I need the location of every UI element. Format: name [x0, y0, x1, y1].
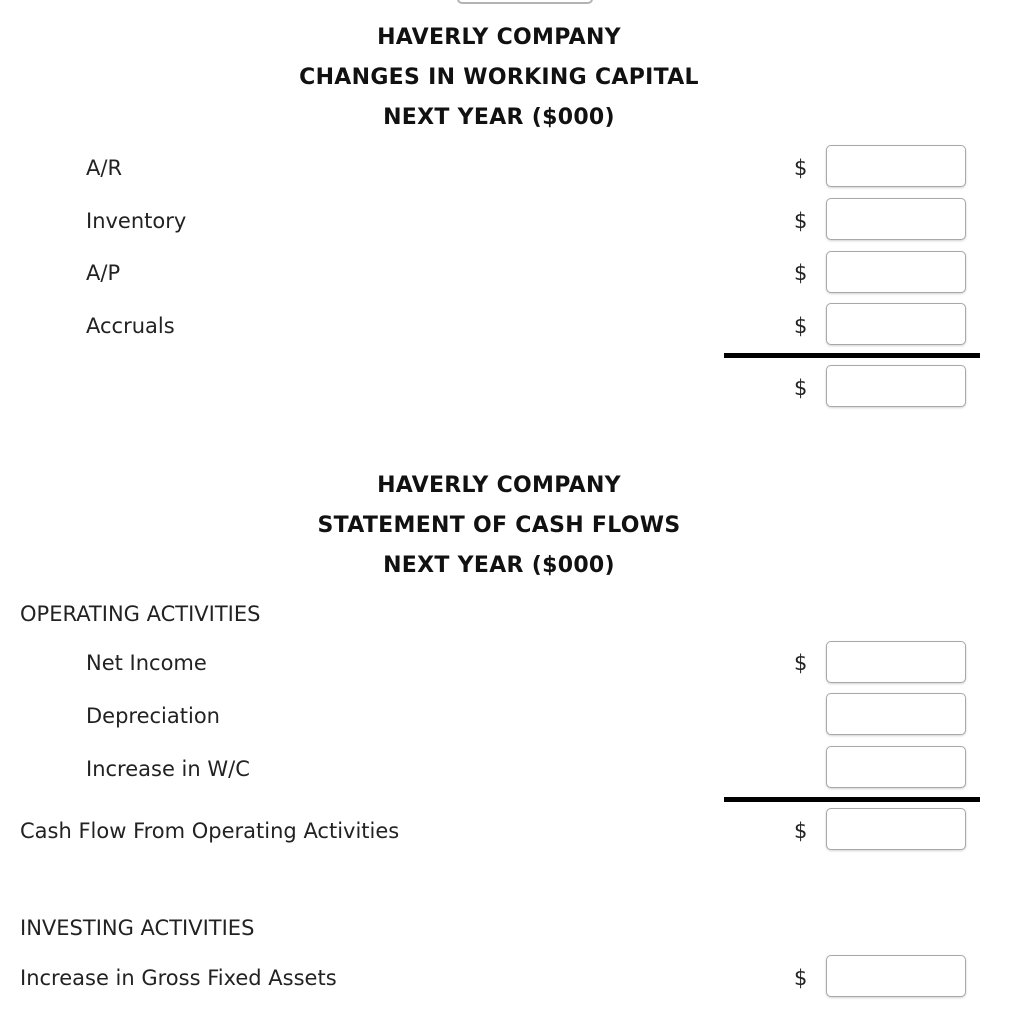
increase-wc-input[interactable] — [826, 746, 966, 788]
depreciation-input[interactable] — [826, 693, 966, 735]
ap-label: A/P — [86, 261, 121, 285]
net-income-dollar-sign: $ — [794, 651, 808, 675]
ap-input[interactable] — [826, 251, 966, 293]
ar-label: A/R — [86, 156, 123, 180]
investing-activities-label: INVESTING ACTIVITIES — [20, 916, 255, 940]
increase-wc-label: Increase in W/C — [86, 757, 250, 781]
net-income-input[interactable] — [826, 641, 966, 683]
wc-period-title: NEXT YEAR ($000) — [383, 105, 615, 130]
cash-flow-operating-input[interactable] — [826, 808, 966, 850]
ar-dollar-sign: $ — [794, 156, 808, 180]
wc-total-input[interactable] — [826, 365, 966, 407]
net-income-label: Net Income — [86, 651, 207, 675]
previous-answer-field[interactable] — [457, 0, 593, 4]
ar-input[interactable] — [826, 145, 966, 187]
gross-fixed-assets-label: Increase in Gross Fixed Assets — [20, 966, 337, 990]
ap-dollar-sign: $ — [794, 261, 808, 285]
inventory-dollar-sign: $ — [794, 209, 808, 233]
cash-flow-operating-dollar-sign: $ — [794, 819, 808, 843]
cf-statement-title: STATEMENT OF CASH FLOWS — [317, 513, 681, 538]
accruals-input[interactable] — [826, 303, 966, 345]
operating-total-rule — [724, 797, 980, 802]
depreciation-label: Depreciation — [86, 704, 220, 728]
cf-period-title: NEXT YEAR ($000) — [383, 553, 615, 578]
operating-activities-label: OPERATING ACTIVITIES — [20, 602, 261, 626]
cash-flow-operating-label: Cash Flow From Operating Activities — [20, 819, 400, 843]
gross-fixed-assets-dollar-sign: $ — [794, 966, 808, 990]
wc-company-title: HAVERLY COMPANY — [377, 25, 621, 50]
inventory-label: Inventory — [86, 209, 187, 233]
cf-company-title: HAVERLY COMPANY — [377, 473, 621, 498]
accruals-dollar-sign: $ — [794, 314, 808, 338]
wc-statement-title: CHANGES IN WORKING CAPITAL — [299, 65, 699, 90]
inventory-input[interactable] — [826, 198, 966, 240]
accruals-label: Accruals — [86, 314, 175, 338]
wc-total-dollar-sign: $ — [794, 376, 808, 400]
wc-total-rule — [724, 353, 980, 358]
gross-fixed-assets-input[interactable] — [826, 955, 966, 997]
